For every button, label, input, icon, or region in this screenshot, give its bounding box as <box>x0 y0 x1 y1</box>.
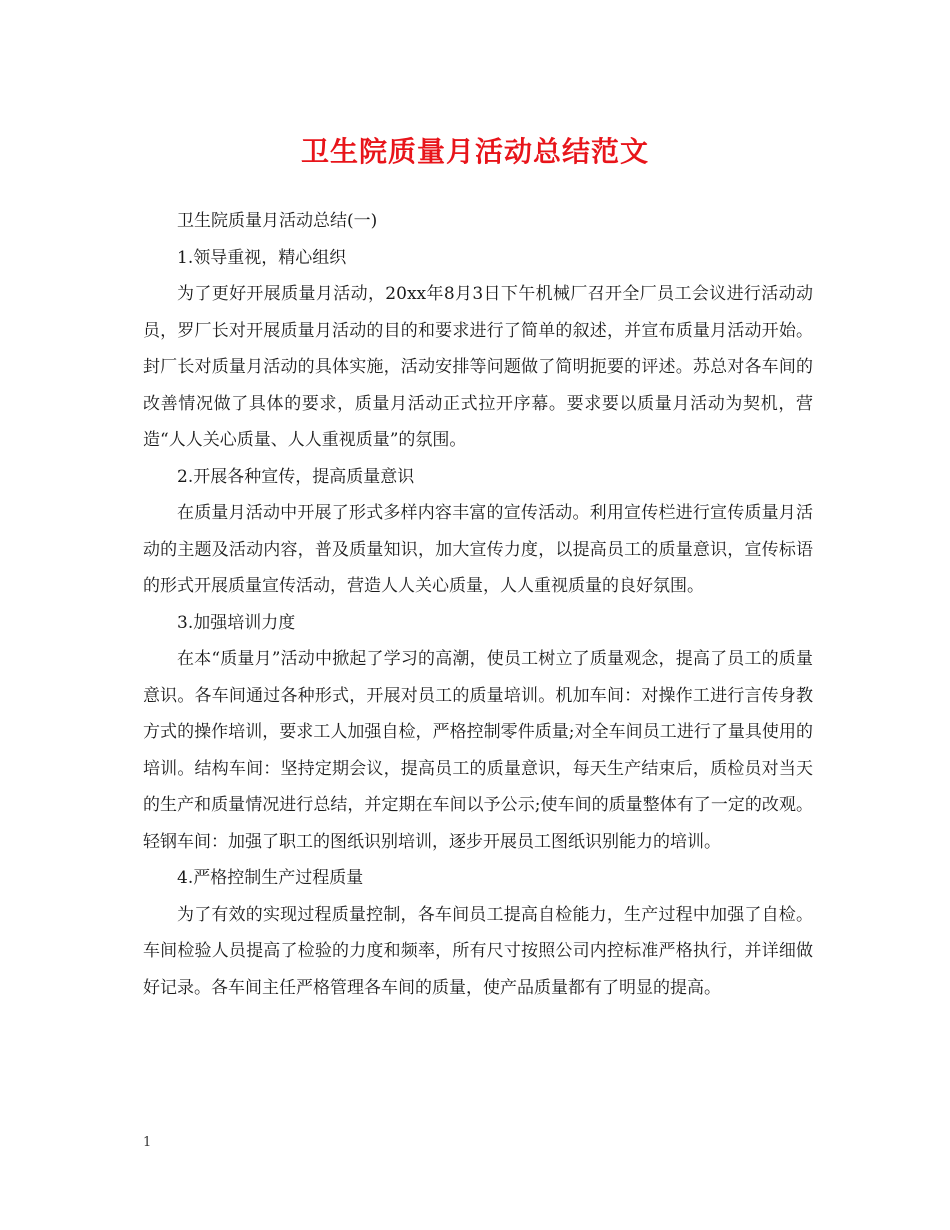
document-title: 卫生院质量月活动总结范文 <box>300 135 649 168</box>
subheading-1: 1.领导重视，精心组织 <box>177 247 347 268</box>
subheading-3: 3.加强培训力度 <box>177 612 296 633</box>
paragraph-3: 在本“质量月”活动中掀起了学习的高潮，使员工树立了质量观念，提高了员工的质量意识。各车间通过各种形式，开展对员工的质量培训。机加车间：对操作工进行言传身教方式的操作培训，要求工人加强自检，严格控制零件质量;对全车间员工进行了量具使用的培训。结构车间：坚持定期会议，提高员工的质量意识，每天生产结束后，质检员对当天的生产和质量情况进行总结，并定期在车间以予公示;使车间的质量整体有了一定的改观。轻钢车间：加强了职工的图纸识别培训，逐步开展员工图纸识别能力的培训。 <box>143 649 813 852</box>
paragraph-2: 在质量月活动中开展了形式多样内容丰富的宣传活动。利用宣传栏进行宣传质量月活动的主题及活动内容，普及质量知识，加大宣传力度，以提高员工的质量意识，宣传标语的形式开展质量宣传活动，营造人人关心质量，人人重视质量的良好氛围。 <box>143 503 813 596</box>
paragraph-4: 为了有效的实现过程质量控制，各车间员工提高自检能力，生产过程中加强了自检。车间检验人员提高了检验的力度和频率，所有尺寸按照公司内控标准严格执行，并详细做好记录。各车间主任严格管理各车间的质量，使产品质量都有了明显的提高。 <box>143 904 813 998</box>
page-number: 1 <box>143 1135 152 1150</box>
paragraph-1: 为了更好开展质量月活动，20xx年8月3日下午机械厂召开全厂员工会议进行活动动员，罗厂长对开展质量月活动的目的和要求进行了简单的叙述，并宣布质量月活动开始。封厂长对质量月活动的具体实施，活动安排等问题做了简明扼要的评述。苏总对各车间的改善情况做了具体的要求，质量月活动正式拉开序幕。要求要以质量月活动为契机，营造“人人关心质量、人人重视质量”的氛围。 <box>143 284 813 450</box>
document-body <box>143 203 813 1006</box>
subheading-2: 2.开展各种宣传，提高质量意识 <box>177 466 415 487</box>
section-heading: 卫生院质量月活动总结(一) <box>177 211 378 231</box>
subheading-4: 4.严格控制生产过程质量 <box>177 868 364 888</box>
